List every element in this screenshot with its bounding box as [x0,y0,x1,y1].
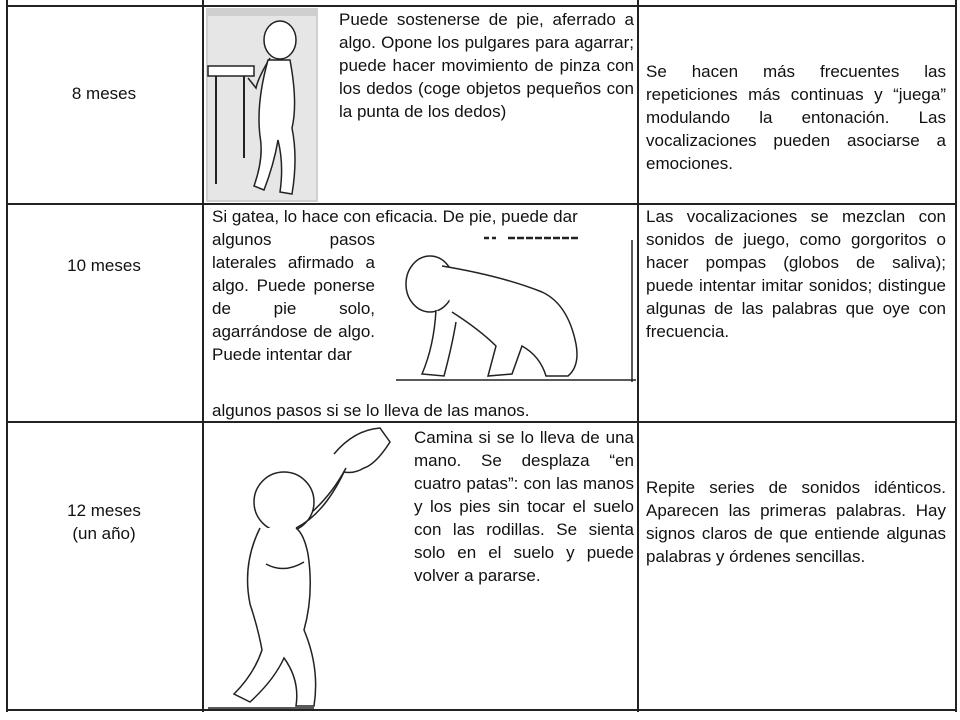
table-border-right [955,0,957,712]
language-8-months: Se hacen más frecuentes las repeticiones más continuas y “juega” modulando la entonación. Las vocalizaciones pueden asociarse a emociones. [646,62,946,173]
motor-8-months: Puede sostenerse de pie, aferrado a algo. Opone los pulgares para agarrar; puede hacer movimiento de pinza con los dedos (coge objetos pequeños con la punta de los dedos) [339,10,634,121]
walking-baby-illustration [204,424,410,712]
age-12-months-line1: 12 meses [67,501,141,520]
motor-12-months: Camina si se lo lleva de una mano. Se desplaza “en cuatro patas”: con las manos y los pies sin tocar el suelo con las rodillas. Se sienta solo en el suelo y puede volver a pararse. [414,428,634,585]
table-border-left [6,0,8,712]
motor-10-months-top: Si gatea, lo hace con eficacia. De pie, puede dar [212,207,578,226]
age-10-months: 10 meses [67,256,141,275]
language-12-months: Repite series de sonidos idénticos. Aparecen las primeras palabras. Hay signos claros de que entiende algunas palabras y órdenes sencillas. [646,478,946,566]
row-divider-top [6,5,957,7]
table-border-bottom [6,709,957,711]
age-12-months [8,499,200,545]
age-12-months-line2: (un año) [72,524,136,543]
age-8-months: 8 meses [71,84,137,103]
standing-baby-illustration [206,8,318,202]
column-divider-2 [637,0,639,712]
crawling-baby-illustration [392,226,636,386]
language-10-months: Las vocalizaciones se mezclan con sonidos de juego, como gorgoritos o hacer pompas (globos de saliva); puede intentar imitar sonidos; distingue algunas de las palabras que oye con frecuencia. [646,207,946,341]
motor-10-months-bottom: algunos pasos si se lo lleva de las manos. [212,401,530,420]
motor-10-months-left: algunos pasos laterales afirmado a algo. Puede ponerse de pie solo, agarrándose de algo. Puede intentar dar [212,230,375,364]
